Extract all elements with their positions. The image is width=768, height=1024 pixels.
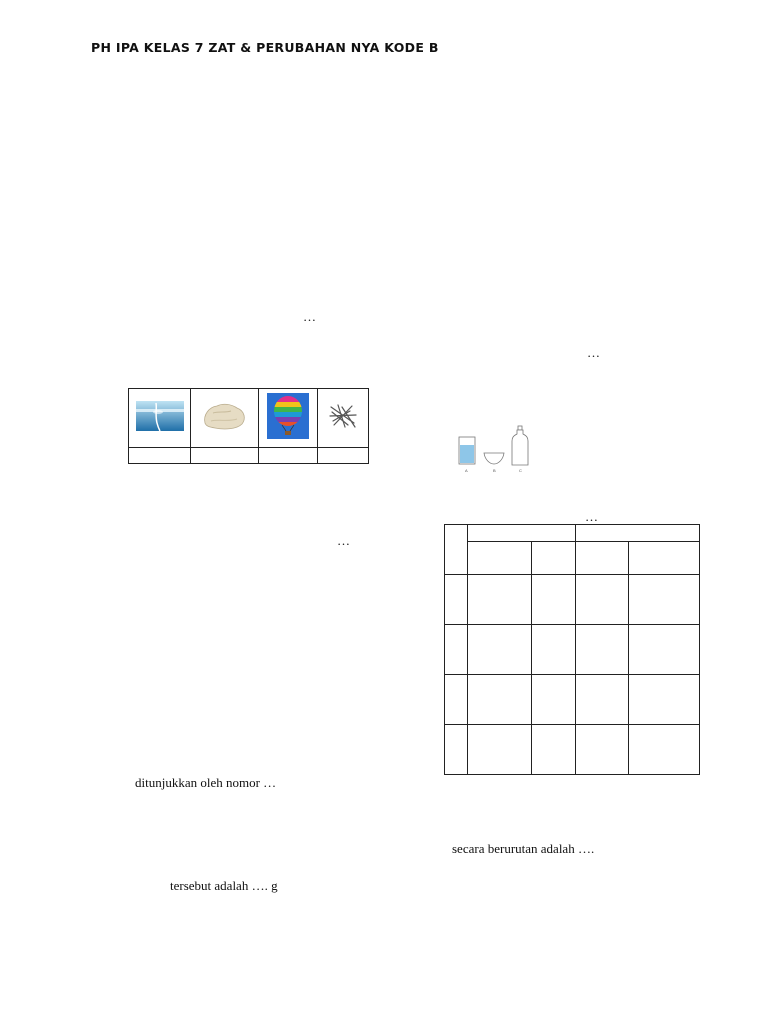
- figure-label-c: C: [519, 468, 522, 473]
- question-ellipsis: …: [585, 509, 598, 524]
- water-drop-photo-icon: [136, 401, 184, 431]
- table-cell: [532, 625, 576, 675]
- table-row: [445, 625, 700, 675]
- table-cell: [445, 525, 468, 575]
- question-text-gram: tersebut adalah …. g: [170, 878, 278, 893]
- document-title: PH IPA KELAS 7 ZAT & PERUBAHAN NYA KODE B: [91, 40, 439, 55]
- image-label-4: [317, 448, 368, 464]
- question-ellipsis: …: [303, 309, 316, 324]
- table-cell: [629, 675, 700, 725]
- table-cell: [445, 625, 468, 675]
- table-cell: [629, 625, 700, 675]
- table-cell: [532, 542, 576, 575]
- table-cell: [576, 542, 629, 575]
- table-cell: [629, 725, 700, 775]
- hot-air-balloon-photo-icon: [267, 393, 309, 439]
- table-header-cell: [468, 525, 576, 542]
- image-cell-balloon: [258, 389, 317, 448]
- glass-icon: [459, 437, 475, 464]
- table-cell: [629, 542, 700, 575]
- table-cell: [629, 575, 700, 625]
- table-cell: [576, 625, 629, 675]
- table-cell: [468, 542, 532, 575]
- question-ellipsis: …: [337, 533, 350, 548]
- question-ellipsis: …: [587, 345, 600, 360]
- container-shapes-figure: [455, 425, 535, 475]
- table-cell: [468, 675, 532, 725]
- table-cell: [468, 725, 532, 775]
- table-cell: [445, 575, 468, 625]
- table-cell: [468, 625, 532, 675]
- image-cell-nails: [317, 389, 368, 448]
- table-cell: [532, 575, 576, 625]
- question-text-berurutan: secara berurutan adalah ….: [452, 841, 595, 856]
- table-cell: [532, 725, 576, 775]
- table-row: [445, 725, 700, 775]
- image-label-3: [258, 448, 317, 464]
- figure-label-b: B: [493, 468, 496, 473]
- image-label-1: [129, 448, 191, 464]
- image-cell-rock: [191, 389, 258, 448]
- bowl-icon: [484, 453, 504, 464]
- table-header-cell: [576, 525, 700, 542]
- table-row: [445, 675, 700, 725]
- image-label-2: [191, 448, 258, 464]
- figure-label-a: A: [465, 468, 468, 473]
- table-row: [445, 575, 700, 625]
- table-cell: [576, 725, 629, 775]
- question-text-nomor: ditunjukkan oleh nomor …: [135, 775, 277, 790]
- table-cell: [532, 675, 576, 725]
- table-cell: [576, 675, 629, 725]
- answer-options-table: [444, 524, 700, 775]
- table-cell: [445, 675, 468, 725]
- image-cell-water: [129, 389, 191, 448]
- substance-image-table: [128, 388, 369, 464]
- table-cell: [576, 575, 629, 625]
- table-row: [445, 525, 700, 542]
- table-cell: [445, 725, 468, 775]
- table-row: [445, 542, 700, 575]
- nails-pile-photo-icon: [328, 403, 358, 429]
- bottle-icon: [512, 426, 528, 465]
- rock-photo-icon: [201, 401, 247, 431]
- table-cell: [468, 575, 532, 625]
